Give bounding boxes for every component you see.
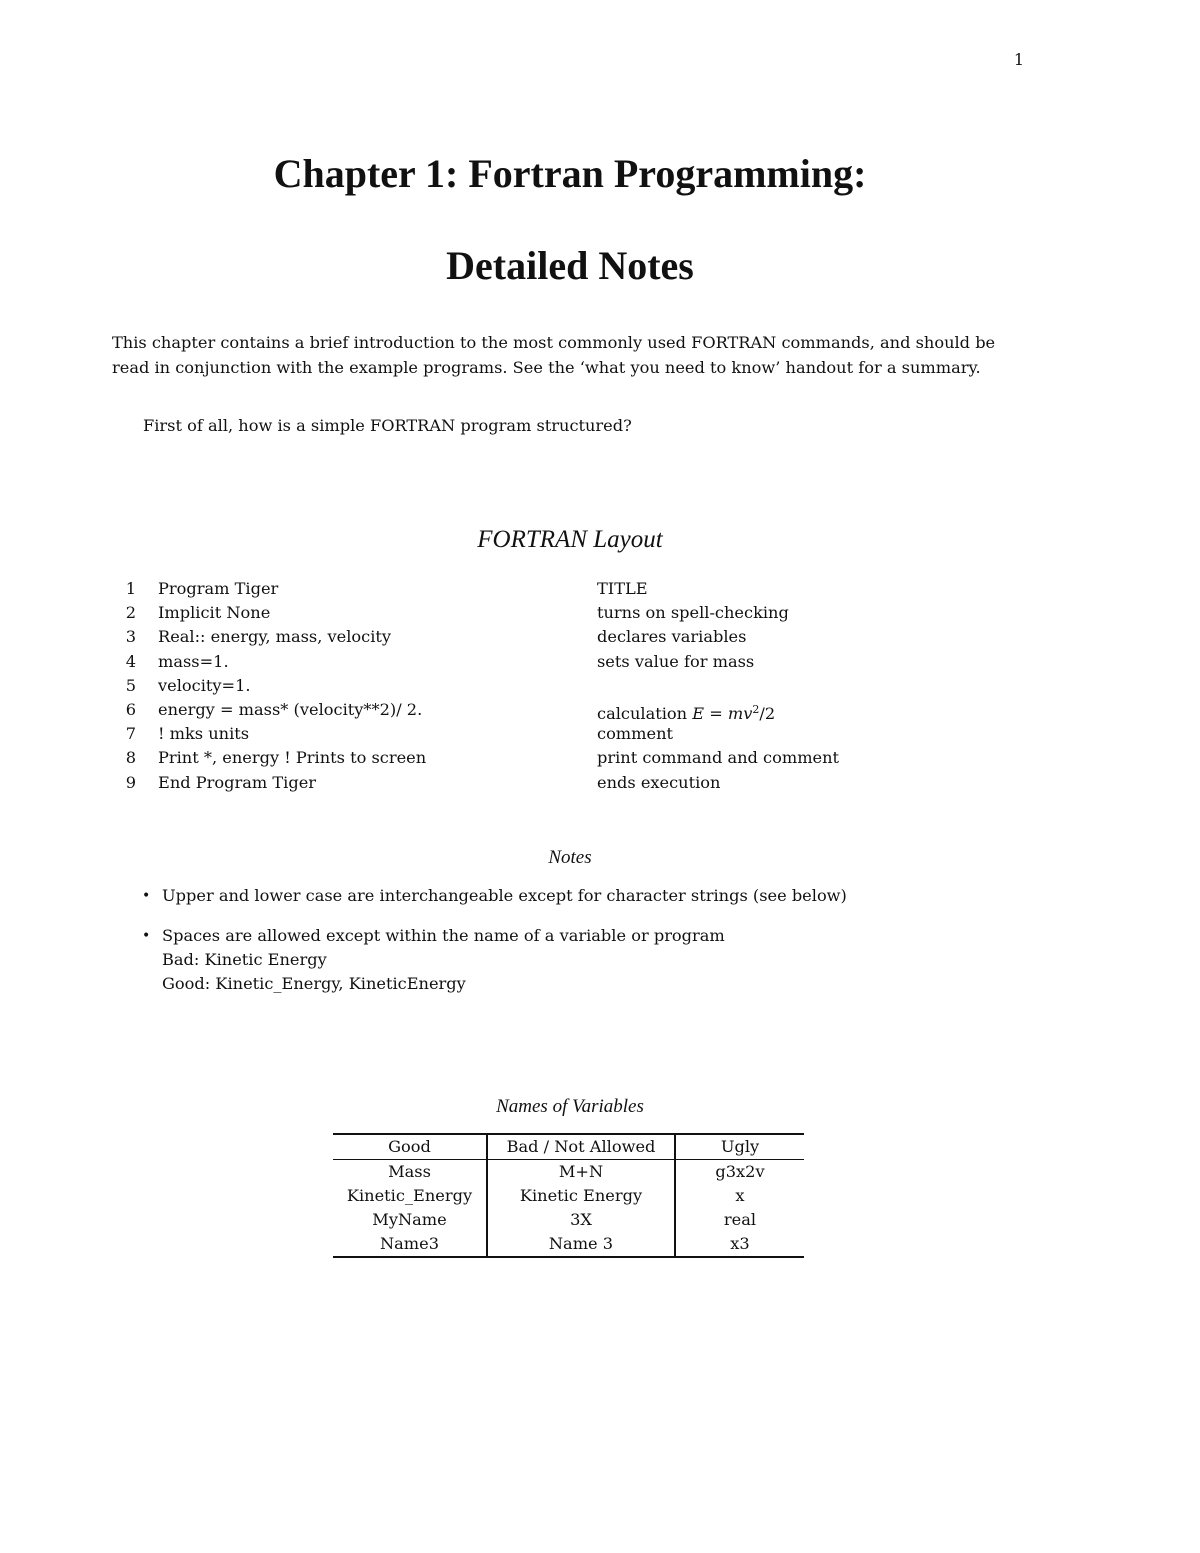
table-cell: MyName [372, 1210, 447, 1229]
code-text: energy = mass* (velocity**2)/ 2. [158, 699, 423, 719]
code-text: Print *, energy ! Prints to screen [158, 748, 427, 768]
code-text: Real:: energy, mass, velocity [158, 627, 392, 647]
table-row [333, 1160, 804, 1185]
code-description: TITLE [597, 579, 648, 598]
line-number: 5 [125, 675, 136, 695]
description-prefix: calculation [597, 703, 693, 723]
bullet-icon: • [142, 888, 151, 904]
note-item [140, 924, 1040, 996]
note-bad-example: Bad: Kinetic Energy [162, 950, 327, 969]
line-number: 2 [125, 603, 136, 623]
note-good-example: Good: Kinetic_Energy, KineticEnergy [162, 974, 466, 993]
code-description: comment [597, 724, 674, 744]
column-header-bad: Bad / Not Allowed [487, 1134, 675, 1160]
math-energy-symbol: E [692, 703, 705, 723]
code-description: declares variables [597, 627, 747, 647]
code-text: velocity=1. [158, 675, 251, 695]
math-divisor: /2 [759, 703, 776, 723]
code-description: ends execution [597, 772, 721, 792]
code-line [120, 650, 920, 674]
code-description: sets value for mass [597, 651, 755, 671]
code-line [120, 746, 920, 770]
code-description: turns on spell-checking [597, 603, 789, 623]
math-mv-symbol: mv [727, 703, 753, 723]
table-cell: x3 [675, 1232, 804, 1257]
intro-question: First of all, how is a simple FORTRAN program structured? [143, 416, 632, 435]
code-line [120, 625, 920, 649]
page-number: 1 [1013, 50, 1024, 69]
math-equals: = [704, 703, 728, 723]
code-line [120, 577, 920, 601]
code-line [120, 674, 920, 698]
line-number: 3 [125, 627, 136, 647]
column-header-ugly: Ugly [675, 1134, 804, 1160]
line-number: 7 [125, 724, 136, 744]
variable-names-table [333, 1133, 804, 1258]
code-text: End Program Tiger [158, 772, 317, 792]
table-cell: Kinetic Energy [487, 1184, 675, 1208]
code-description: print command and comment [597, 748, 840, 768]
table-row [333, 1208, 804, 1232]
line-number: 1 [125, 579, 136, 598]
column-header-good: Good [333, 1134, 487, 1160]
line-number: 9 [125, 772, 136, 792]
code-text: ! mks units [158, 724, 250, 744]
table-cell: Kinetic_Energy [346, 1186, 473, 1205]
chapter-subtitle: Detailed Notes [446, 243, 694, 288]
line-number: 8 [125, 748, 136, 768]
table-cell: M+N [487, 1160, 675, 1185]
line-number: 6 [125, 699, 136, 719]
intro-paragraph: This chapter contains a brief introduction to the most commonly used FORTRAN commands, and should be read in conjunction with the example programs. See the ‘what you need to know’ handout for a summary. [112, 333, 996, 377]
code-line [120, 722, 920, 746]
table-cell: g3x2v [675, 1160, 804, 1185]
table-cell: x [675, 1184, 804, 1208]
note-text: Spaces are allowed except within the name of a variable or program [162, 926, 725, 945]
code-line [120, 698, 920, 722]
chapter-title: Chapter 1: Fortran Programming: [273, 151, 867, 196]
line-number: 4 [125, 651, 136, 671]
table-cell: Mass [388, 1162, 431, 1181]
note-item [140, 884, 1040, 908]
code-line [120, 601, 920, 625]
table-cell: real [675, 1208, 804, 1232]
table-row [333, 1184, 804, 1208]
code-text: Implicit None [158, 603, 271, 623]
table-cell: 3X [487, 1208, 675, 1232]
names-of-variables-heading: Names of Variables [496, 1096, 644, 1117]
notes-heading: Notes [548, 847, 592, 868]
code-text: mass=1. [158, 651, 229, 671]
table-header-row [333, 1134, 804, 1160]
table-cell: Name 3 [487, 1232, 675, 1257]
note-text: Upper and lower case are interchangeable except for character strings (see below) [162, 886, 847, 905]
table-row [333, 1232, 804, 1257]
bullet-icon: • [142, 928, 151, 944]
code-line [120, 771, 920, 795]
notes-list [140, 884, 1040, 996]
code-listing [120, 577, 920, 795]
math-exponent: 2 [752, 702, 760, 716]
fortran-layout-heading: FORTRAN Layout [477, 526, 663, 553]
table-cell: Name3 [333, 1232, 487, 1257]
code-text: Program Tiger [158, 579, 279, 598]
